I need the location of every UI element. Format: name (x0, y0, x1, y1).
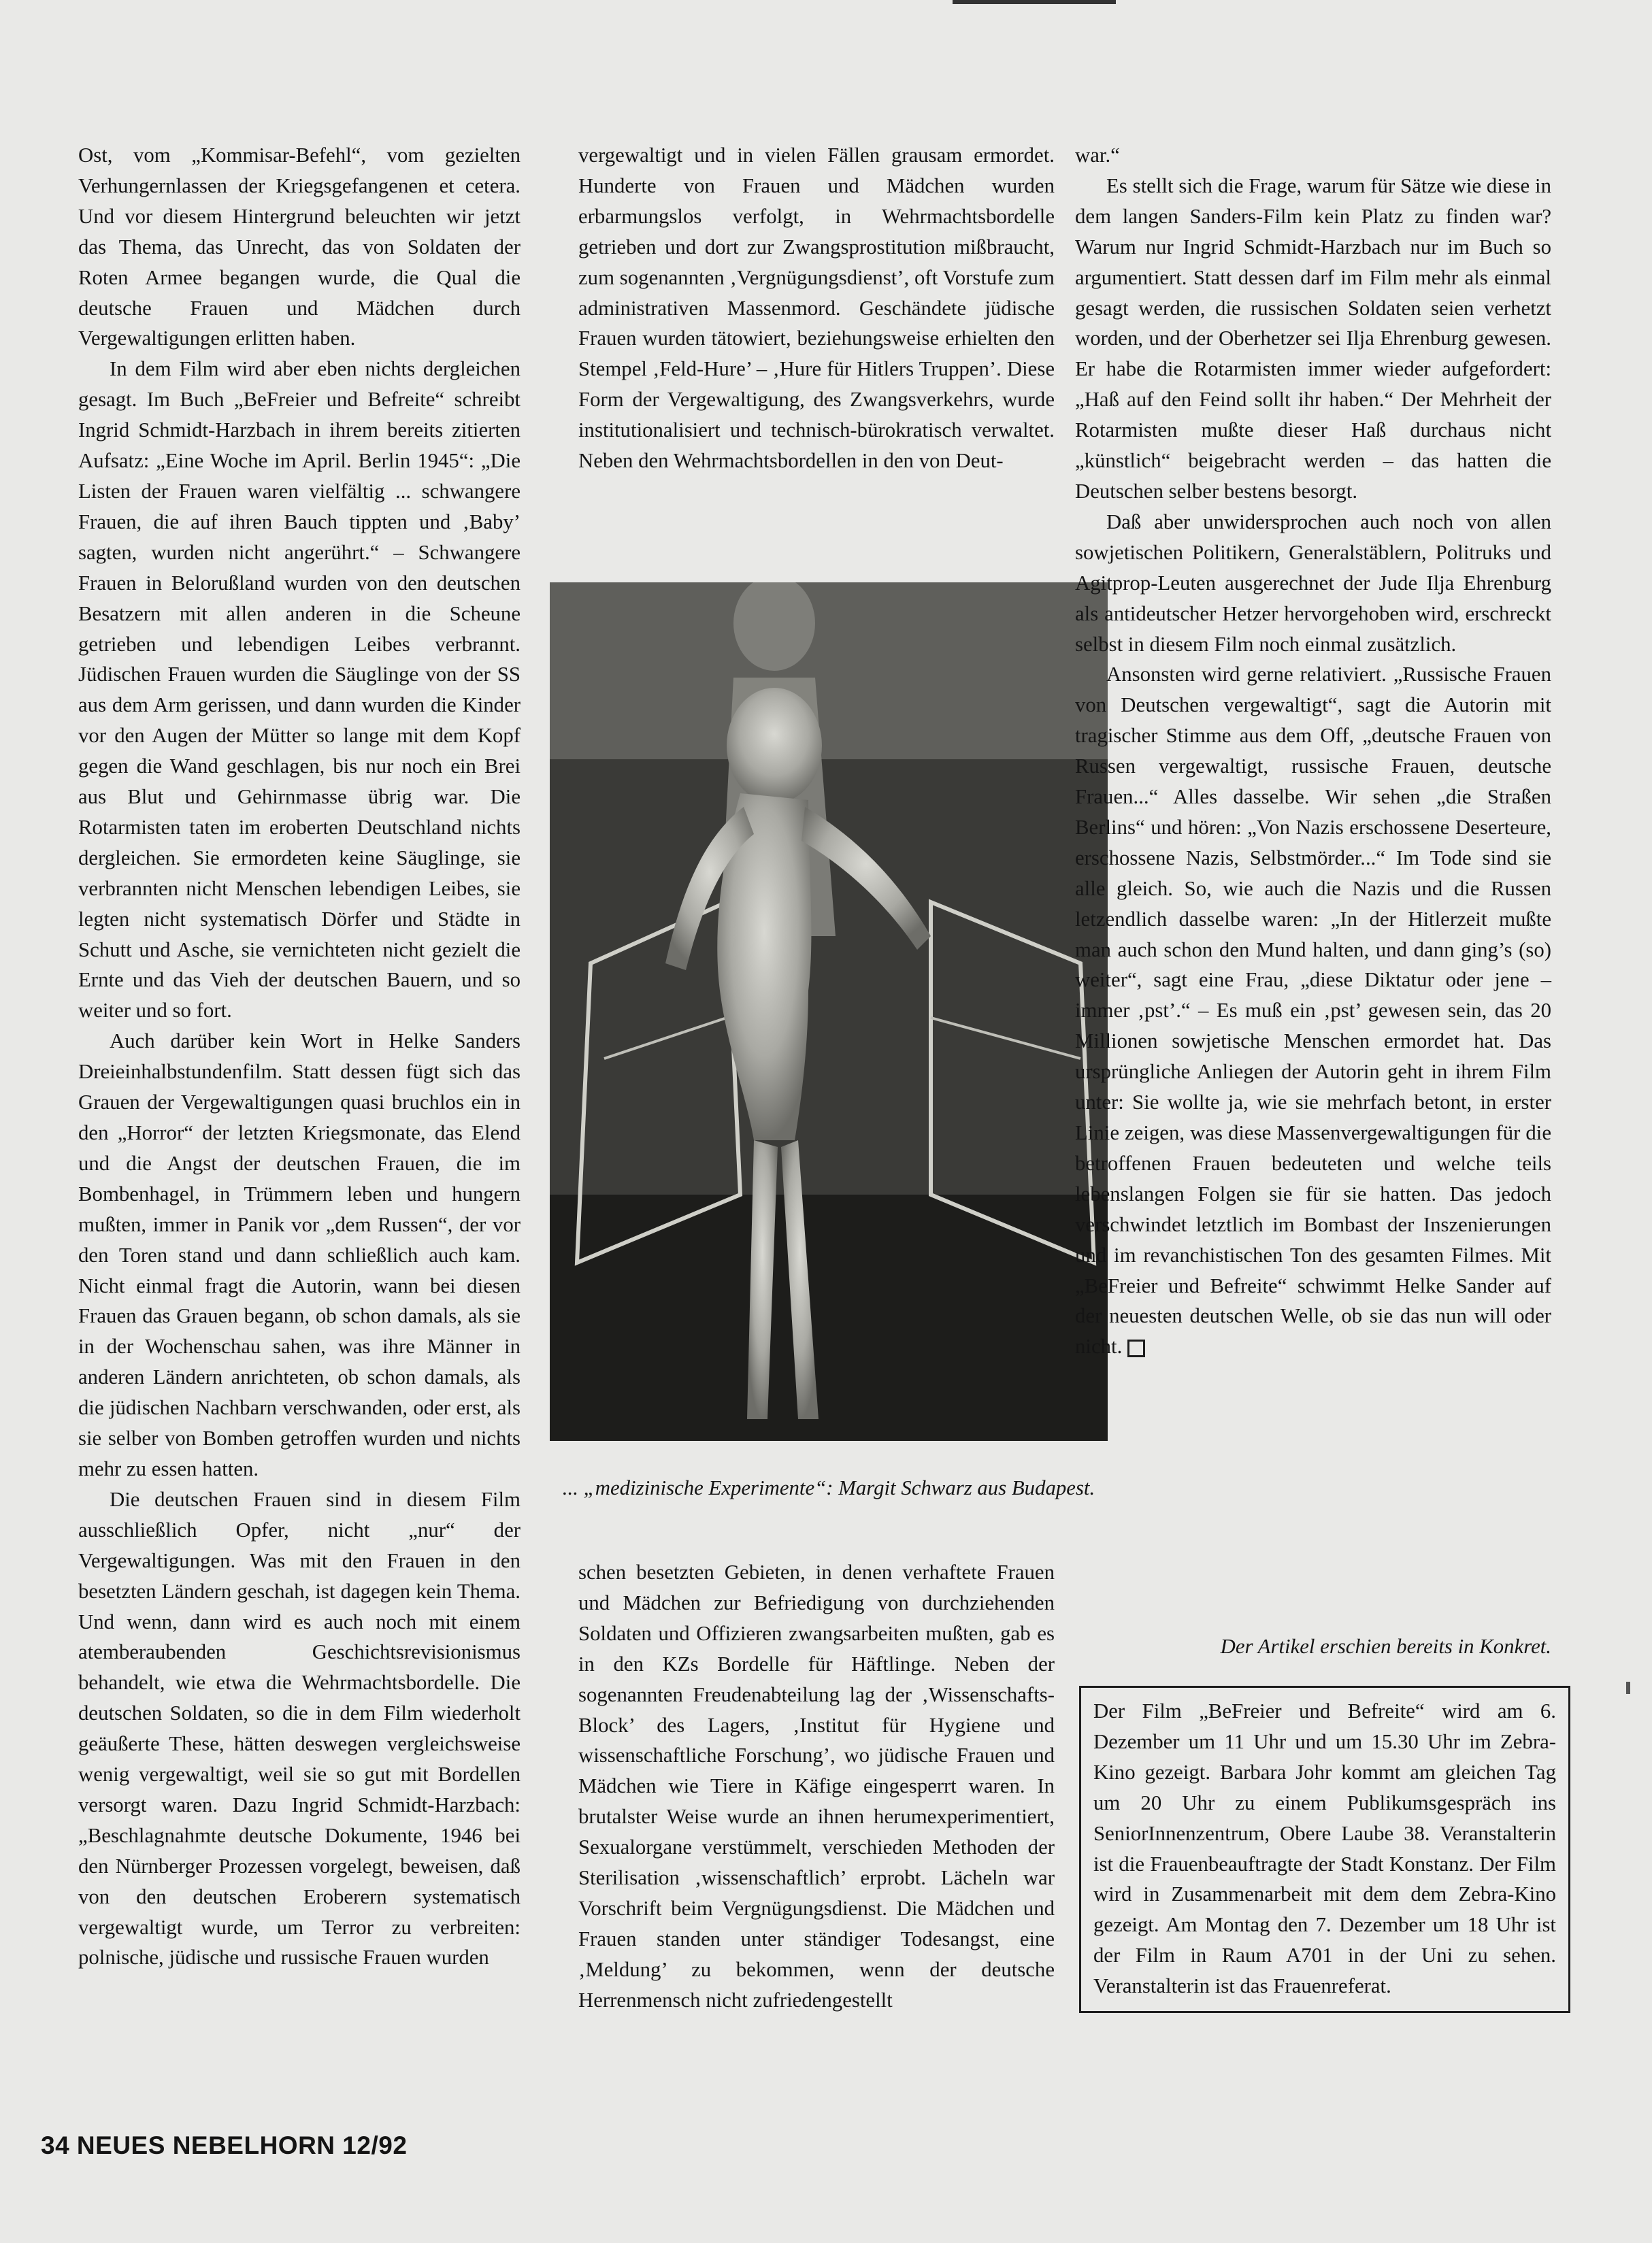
paragraph: schen besetzten Gebieten, in denen verhaftete Frauen und Mädchen zur Befriedigung von durchziehenden Soldaten und Offizieren zwangsarbeiten mußten, gab es in den KZs Bordelle für Häftlinge. Neben der sogenannten Freudenabteilung lag der ‚Wissenschafts-Block’ des Lagers, ‚Institut für Hygiene und wissenschaftliche Forschung’, wo jüdische Frauen und Mädchen wie Tiere in Käfige eingesperrt waren. In brutalster Weise wurde an ihnen herumexperimentiert, Sexualorgane verstümmelt, verschieden Methoden der Sterilisation ‚wissenschaftlich’ erprobt. Lächeln war Vorschrift beim Vergnügungsdienst. Die Mädchen und Frauen standen unter ständiger Todesangst, eine ‚Meldung’ zu bekommen, wenn der deutsche Herrenmensch nicht zufriedengestellt (578, 1561, 1055, 2012)
margin-mark (1626, 1682, 1630, 1694)
article-column-3 (1075, 140, 1551, 1362)
paragraph: vergewaltigt und in vielen Fällen grausam ermordet. Hunderte von Frauen und Mädchen wurden erbarmungslos verfolgt, in Wehrmachtsbordelle getrieben und dort zur Zwangsprostitution mißbraucht, zum sogenannten ‚Vergnügungsdienst’, oft Vorstufe zum administrativen Massenmord. Geschändete jüdische Frauen wurden tätowiert, beziehungsweise erhielten den Stempel ‚Feld-Hure’ – ‚Hure für Hitlers Truppen’. Diese Form der Vergewaltigung, des Zwangsverkehrs, wurde institutionalisiert und technisch-bürokratisch verwaltet. Neben den Wehrmachtsbordellen in den von Deut- (578, 144, 1055, 473)
article-column-1 (78, 140, 521, 1973)
article-source-note: Der Artikel erschien bereits in Konkret. (1220, 1635, 1551, 1658)
end-mark-icon (1127, 1340, 1145, 1357)
paragraph: war.“ (1075, 144, 1120, 167)
photo-illustration (550, 582, 1108, 1441)
paragraph: Ost, vom „Kommisar-Befehl“, vom gezielten Verhungernlassen der Kriegsgefangenen et cetera. Und vor diesem Hintergrund beleuchten wir jetzt das Thema, das Unrecht, das von Soldaten der Roten Armee begangen wurde, die Qual die deutsche Frauen und Mädchen durch Vergewaltigungen erlitten haben. (78, 144, 521, 350)
article-photo (550, 582, 1108, 1441)
paragraph: In dem Film wird aber eben nichts dergleichen gesagt. Im Buch „BeFreier und Befreite“ schreibt Ingrid Schmidt-Harzbach in ihrem bereits zitierten Aufsatz: „Eine Woche im April. Berlin 1945“: „Die Listen der Frauen waren vielfältig ... schwangere Frauen, die auf ihren Bauch tippten und ‚Baby’ sagten, wurden nicht angerührt.“ – Schwangere Frauen in Belorußland wurden von den deutschen Besatzern mit allen anderen in die Scheune getrieben und lebendigen Leibes verbrannt. Jüdischen Frauen wurden die Säuglinge von der SS aus dem Arm gerissen, und dann wurden die Kinder vor den Augen der Mütter so lange mit dem Kopf gegen die Wand geschlagen, bis nur noch ein Brei aus Blut und Gehirnmasse übrig war. Die Rotarmisten taten im eroberten Deutschland nichts dergleichen. Sie ermordeten keine Säuglinge, sie verbrannten nicht Menschen lebendigen Leibes, sie legten nicht systematisch Dörfer und Städte in Schutt und Asche, sie vernichteten nicht gezielt die Ernte und das Vieh der deutschen Bauern, und so weiter und so fort. (78, 357, 521, 1023)
article-column-2-top (578, 140, 1055, 476)
screening-info-box (1079, 1686, 1570, 2013)
info-box-text: Der Film „BeFreier und Befreite“ wird am 6. Dezember um 11 Uhr und um 15.30 Uhr im Zebra-Kino gezeigt. Barbara Johr kommt am gleichen Tag um 20 Uhr zu einem Publikumsgespräch ins SeniorInnenzentrum, Obere Laube 38. Veranstalterin ist die Frauenbeauftragte der Stadt Konstanz. Der Film wird in Zusammenarbeit mit dem dem Zebra-Kino gezeigt. Am Montag den 7. Dezember um 18 Uhr ist der Film in Raum A701 in der Uni zu sehen. Veranstalterin ist das Frauenreferat. (1093, 1699, 1556, 1998)
paragraph-text: Ansonsten wird gerne relativiert. „Russische Frauen von Deutschen vergewaltigt“, sagt die Autorin mit tragischer Stimme aus dem Off, „deutsche Frauen von Russen vergewaltigt, russische Frauen, deutsche Frauen...“ Alles dasselbe. Wir sehen „die Straßen Berlins“ und hören: „Von Nazis erschossene Deserteure, erschossene Nazis, Selbstmörder...“ Im Tode sind sie alle gleich. So, wie auch die Nazis und die Russen letzendlich dasselbe waren: „In der Hitlerzeit mußte man auch schon den Mund halten, und dann ging’s (so) weiter“, sagt eine Frau, „diese Diktatur oder jene – immer ‚pst’.“ – Es muß ein ‚pst’ gewesen sein, das 20 Millionen sowjetische Menschen ermordet hat. Das ursprüngliche Anliegen der Autorin geht in ihrem Film unter: Sie wollte ja, wie sie mehrfach betont, in erster Linie zeigen, was diese Massenvergewaltigungen für die betroffenen Frauen bedeuteten und welche teils lebenslangen Folgen sie für sie hatten. Das jedoch verschwindet letztlich im Bombast der Inszenierungen und im revanchistischen Ton des gesamten Filmes. Mit „BeFreier und Befreite“ schwimmt Helke Sander auf der neuesten deutschen Welle, ob sie das nun will oder nicht. (1075, 663, 1551, 1359)
top-edge-mark (953, 0, 1116, 4)
paragraph: Es stellt sich die Frage, warum für Sätze wie diese in dem langen Sanders-Film kein Platz zu finden war? Warum nur Ingrid Schmidt-Harzbach nur im Buch so argumentiert. Statt dessen darf im Film mehr als einmal gesagt werden, die russischen Soldaten seien verhetzt worden, und der Oberhetzer sei Ilja Ehrenburg gewesen. Er habe die Rotarmisten immer wieder aufgefordert: „Haß auf den Feind sollt ihr haben.“ Der Mehrheit der Rotarmisten mußte dieser Haß durchaus nicht „künstlich“ beigebracht werden – das hatten die Deutschen selber bestens besorgt. (1075, 173, 1551, 503)
page-footer: 34 NEUES NEBELHORN 12/92 (41, 2131, 408, 2159)
paragraph: Auch darüber kein Wort in Helke Sanders Dreieinhalbstundenfilm. Statt dessen fügt sich das Grauen der Vergewaltigungen quasi bruchlos ein in den „Horror“ der letzten Kriegsmonate, das Elend und die Angst der deutschen Frauen, die im Bombenhagel, in Trümmern leben und hungern mußten, immer in Panik vor „dem Russen“, der vor den Toren stand und dann schließlich auch kam. Nicht einmal fragt die Autorin, wann bei diesen Frauen das Grauen begann, ob schon damals, als sie in der Wochenschau sahen, was ihre Männer in anderen Ländern anrichteten, ob schon damals, als die jüdischen Nachbarn verschwanden, oder erst, als sie selber von Bomben getroffen wurden und nichts mehr zu essen hatten. (78, 1029, 521, 1480)
photo-caption: ... „medizinische Experimente“: Margit Schwarz aus Budapest. (562, 1476, 1095, 1499)
paragraph: Die deutschen Frauen sind in diesem Film ausschließlich Opfer, nicht „nur“ der Vergewaltigungen. Was mit den Frauen in den besetzten Ländern geschah, ist dagegen kein Thema. Und wenn, dann wird es auch noch mit einem atemberaubenden Geschichtsrevisionismus behandelt, wie etwa die Wehrmachtsbordelle. Die deutschen Soldaten, so die in dem Film wiederholt geäußerte These, hätten deswegen vergleichsweise wenig vergewaltigt, weil sie so gut mit Bordellen versorgt waren. Dazu Ingrid Schmidt-Harzbach: „Beschlagnahmte deutsche Dokumente, 1946 bei den Nürnberger Prozessen vorgelegt, beweisen, daß von den deutschen Eroberern systematisch vergewaltigt wurde, um Terror zu verbreiten: polnische, jüdische und russische Frauen wurden (78, 1487, 521, 1970)
article-column-2-bottom (578, 1557, 1055, 2016)
paragraph (1075, 659, 1551, 1362)
paragraph: Daß aber unwidersprochen auch noch von allen sowjetischen Politikern, Generalstäblern, Politruks und Agitprop-Leuten ausgerechnet der Jude Ilja Ehrenburg als antideutscher Hetzer hervorgehoben wird, erschreckt selbst in diesem Film noch einmal zusätzlich. (1075, 510, 1551, 656)
